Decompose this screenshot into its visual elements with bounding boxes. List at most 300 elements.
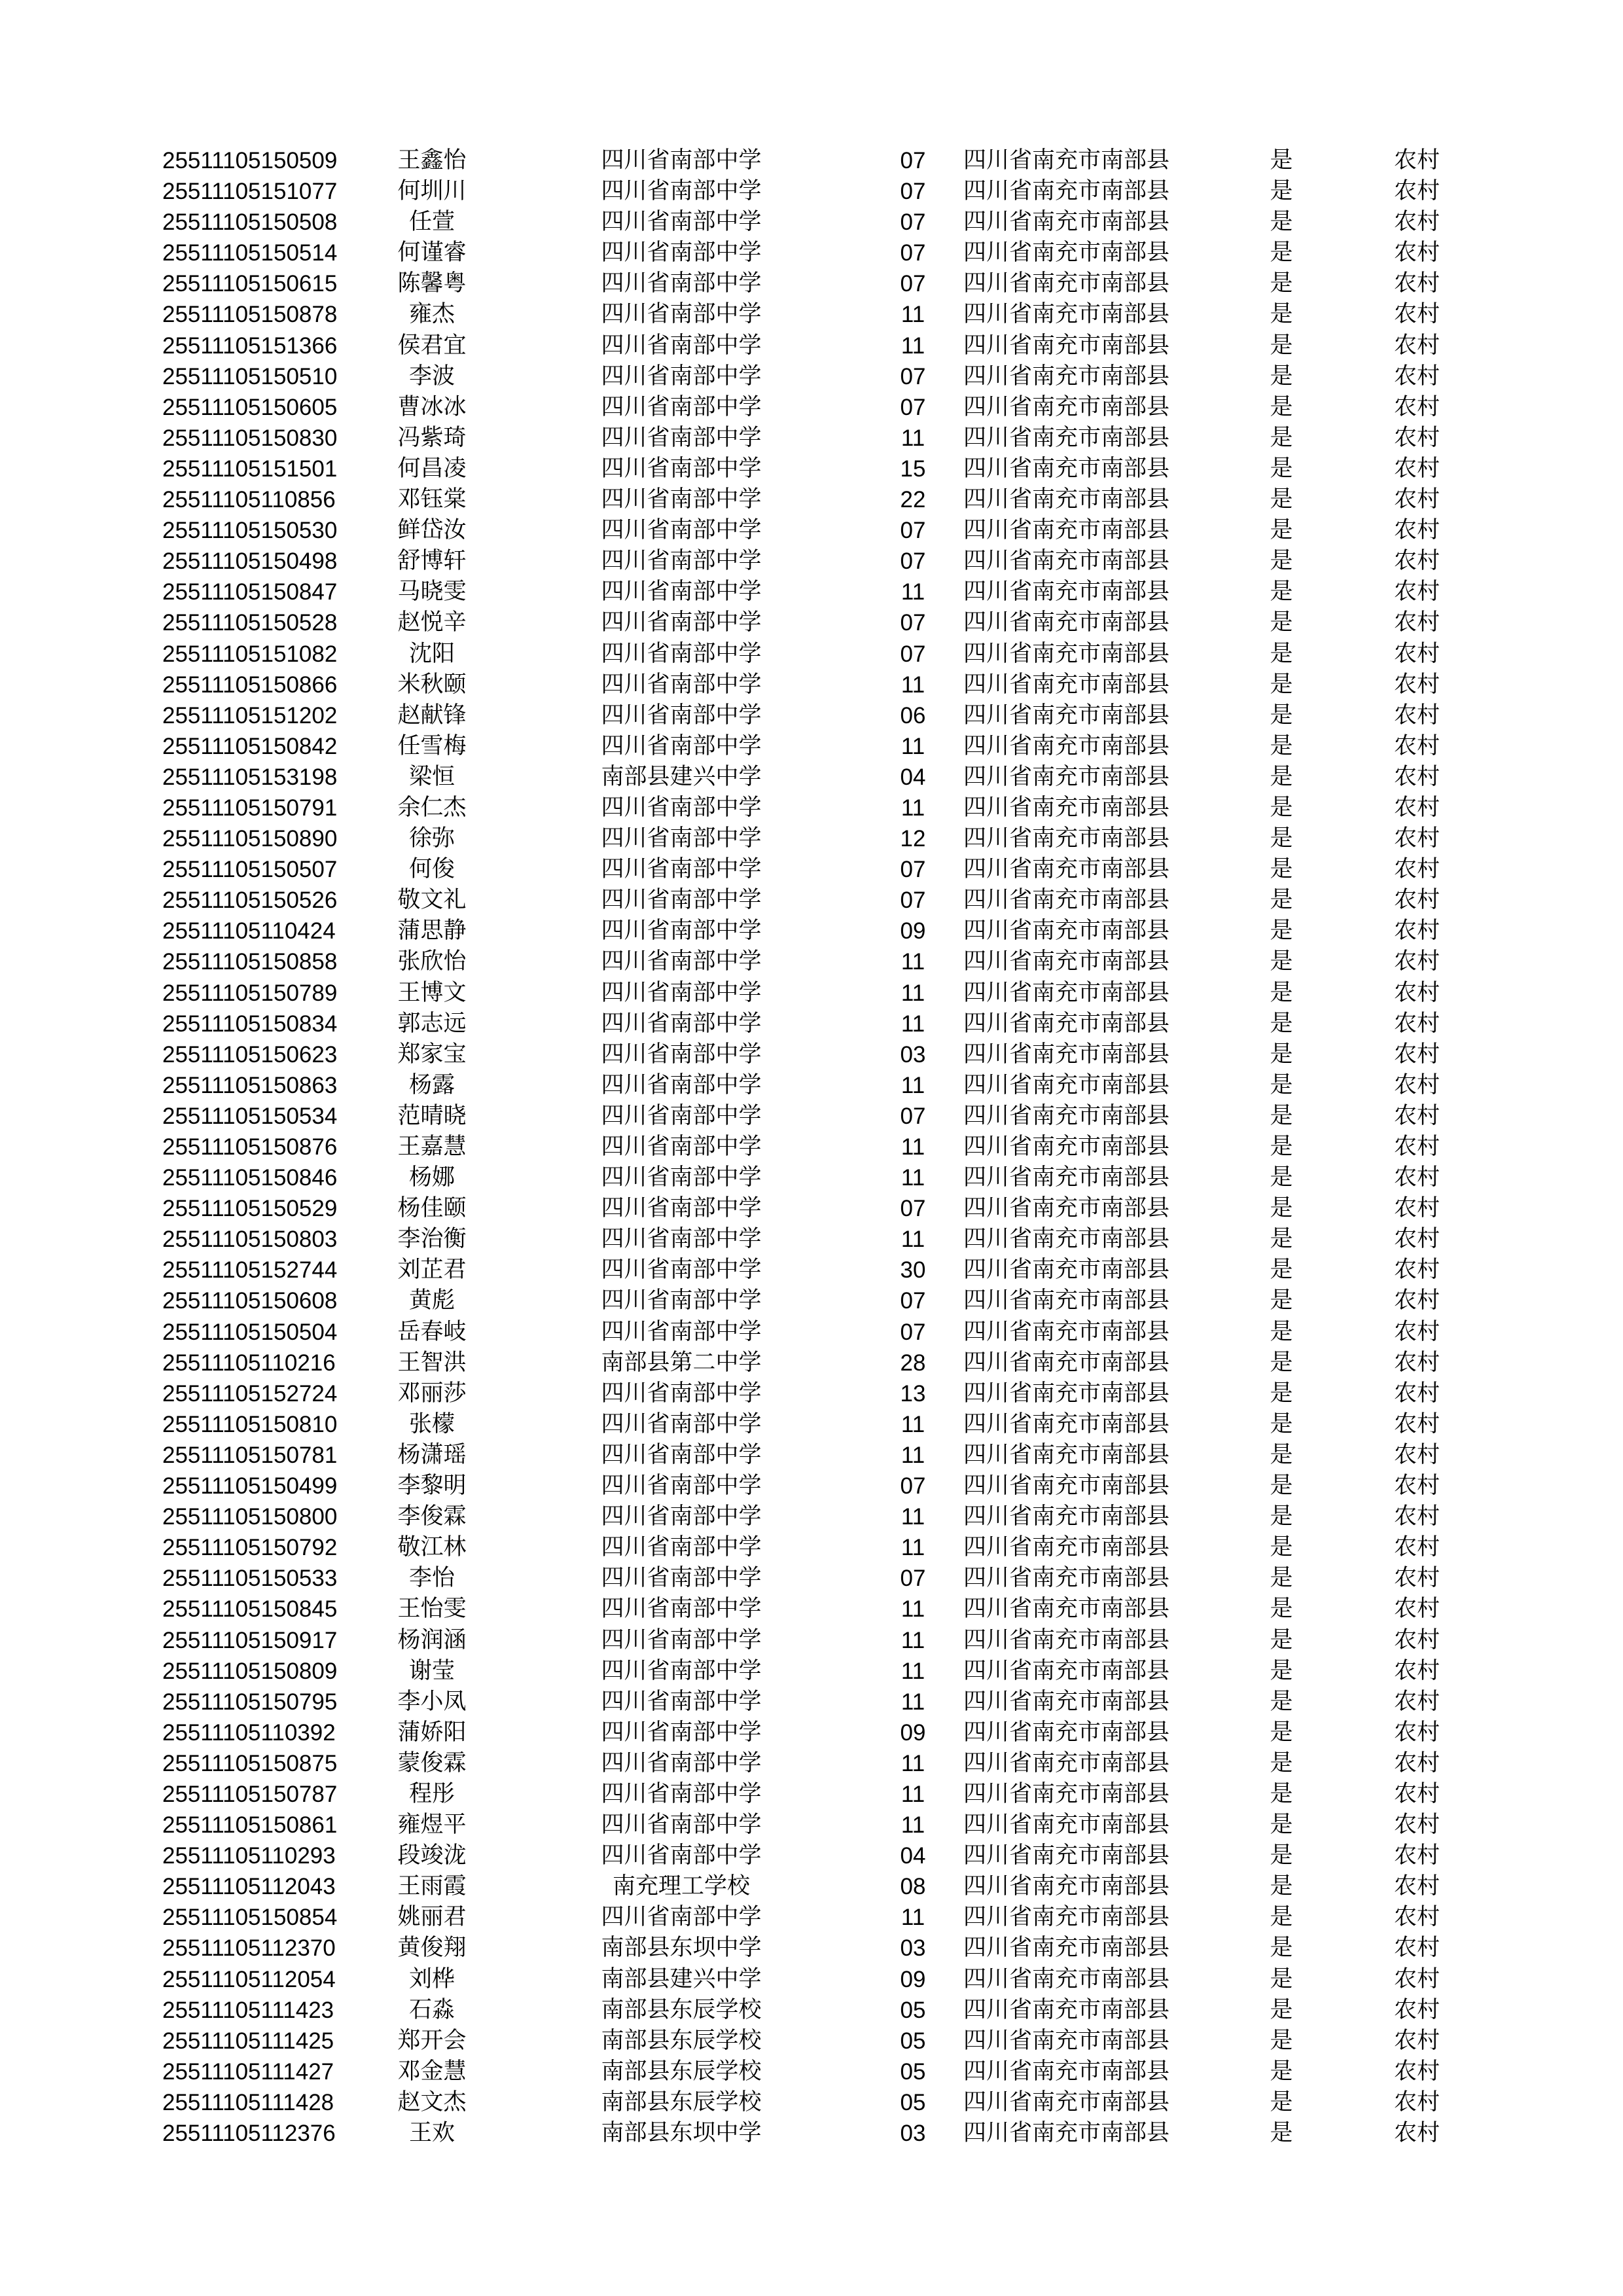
eligibility-cell: 是 — [1270, 579, 1293, 605]
table-row — [0, 546, 1623, 577]
table-row — [0, 1255, 1623, 1285]
eligibility-cell: 是 — [1270, 825, 1293, 852]
class-code-cell: 11 — [901, 1812, 925, 1839]
exam-number-cell: 25511105150623 — [162, 1041, 338, 1067]
exam-number-cell: 25511105150803 — [162, 1227, 338, 1253]
school-cell: 四川省南部中学 — [601, 579, 762, 605]
area-type-cell: 农村 — [1393, 1596, 1440, 1623]
student-name-cell: 赵文杰 — [397, 2089, 467, 2115]
class-code-cell: 07 — [900, 1288, 926, 1314]
class-code-cell: 11 — [901, 1689, 925, 1715]
area-type-cell: 农村 — [1393, 609, 1440, 636]
area-type-cell: 农村 — [1393, 702, 1440, 728]
region-cell: 四川省南充市南部县 — [963, 332, 1170, 359]
area-type-cell: 农村 — [1393, 147, 1440, 173]
class-code-cell: 05 — [900, 1997, 926, 2023]
area-type-cell: 农村 — [1393, 517, 1440, 544]
class-code-cell: 11 — [901, 1411, 925, 1437]
class-code-cell: 07 — [900, 394, 926, 420]
table-row — [0, 1563, 1623, 1594]
area-type-cell: 农村 — [1393, 1812, 1440, 1839]
region-cell: 四川省南充市南部县 — [963, 1719, 1170, 1746]
eligibility-cell: 是 — [1270, 1904, 1293, 1931]
student-name-cell: 王怡雯 — [397, 1596, 467, 1623]
table-row — [0, 793, 1623, 823]
student-name-cell: 张欣怡 — [397, 948, 467, 975]
class-code-cell: 05 — [900, 2058, 926, 2085]
eligibility-cell: 是 — [1270, 363, 1293, 389]
table-row — [0, 1717, 1623, 1748]
student-name-cell: 李怡 — [408, 1565, 455, 1592]
eligibility-cell: 是 — [1270, 856, 1293, 883]
table-row — [0, 1532, 1623, 1563]
exam-number-cell: 25511105153198 — [162, 764, 338, 790]
eligibility-cell: 是 — [1270, 2120, 1293, 2146]
school-cell: 四川省南部中学 — [601, 1318, 762, 1345]
area-type-cell: 农村 — [1393, 1410, 1440, 1437]
student-name-cell: 黄彪 — [408, 1287, 455, 1314]
region-cell: 四川省南充市南部县 — [963, 517, 1170, 544]
school-cell: 四川省南部中学 — [601, 147, 762, 173]
school-cell: 四川省南部中学 — [601, 732, 762, 759]
student-name-cell: 刘芷君 — [397, 1257, 467, 1283]
student-name-cell: 任萱 — [408, 209, 455, 236]
school-cell: 四川省南部中学 — [601, 1565, 762, 1592]
exam-number-cell: 25511105151366 — [162, 332, 338, 359]
student-name-cell: 谢莹 — [408, 1657, 455, 1684]
area-type-cell: 农村 — [1393, 1318, 1440, 1345]
table-row — [0, 484, 1623, 515]
table-row — [0, 1748, 1623, 1779]
school-cell: 南部县东辰学校 — [601, 1996, 762, 2023]
school-cell: 四川省南部中学 — [601, 332, 762, 359]
region-cell: 四川省南充市南部县 — [963, 1041, 1170, 1067]
table-row — [0, 1070, 1623, 1101]
region-cell: 四川省南充市南部县 — [963, 1935, 1170, 1962]
eligibility-cell: 是 — [1270, 1441, 1293, 1468]
class-code-cell: 05 — [900, 2089, 926, 2115]
table-row — [0, 607, 1623, 638]
area-type-cell: 农村 — [1393, 2027, 1440, 2054]
eligibility-cell: 是 — [1270, 1164, 1293, 1191]
exam-number-cell: 25511105110392 — [162, 1719, 336, 1746]
eligibility-cell: 是 — [1270, 1041, 1293, 1067]
exam-number-cell: 25511105152744 — [162, 1257, 338, 1283]
class-code-cell: 11 — [901, 1227, 925, 1253]
region-cell: 四川省南充市南部县 — [963, 856, 1170, 883]
eligibility-cell: 是 — [1270, 1349, 1293, 1376]
eligibility-cell: 是 — [1270, 1565, 1293, 1592]
area-type-cell: 农村 — [1393, 1688, 1440, 1715]
exam-number-cell: 25511105150834 — [162, 1011, 338, 1037]
student-name-cell: 刘桦 — [408, 1965, 455, 1992]
school-cell: 四川省南部中学 — [601, 1441, 762, 1468]
student-name-cell: 石淼 — [408, 1996, 455, 2023]
table-row — [0, 2087, 1623, 2118]
area-type-cell: 农村 — [1393, 240, 1440, 266]
region-cell: 四川省南充市南部县 — [963, 702, 1170, 728]
region-cell: 四川省南充市南部县 — [963, 1596, 1170, 1623]
eligibility-cell: 是 — [1270, 147, 1293, 173]
eligibility-cell: 是 — [1270, 301, 1293, 328]
school-cell: 四川省南部中学 — [601, 794, 762, 821]
exam-number-cell: 25511105150528 — [162, 610, 338, 636]
eligibility-cell: 是 — [1270, 1965, 1293, 1992]
eligibility-cell: 是 — [1270, 240, 1293, 266]
school-cell: 四川省南部中学 — [601, 1134, 762, 1160]
eligibility-cell: 是 — [1270, 1287, 1293, 1314]
school-cell: 四川省南部中学 — [601, 1287, 762, 1314]
exam-number-cell: 25511105150890 — [162, 826, 338, 852]
eligibility-cell: 是 — [1270, 918, 1293, 944]
class-code-cell: 07 — [900, 1196, 926, 1222]
school-cell: 四川省南部中学 — [601, 1904, 762, 1931]
region-cell: 四川省南充市南部县 — [963, 486, 1170, 513]
exam-number-cell: 25511105150861 — [162, 1812, 338, 1839]
class-code-cell: 11 — [901, 1011, 925, 1037]
area-type-cell: 农村 — [1393, 209, 1440, 236]
student-name-cell: 李黎明 — [397, 1473, 467, 1499]
region-cell: 四川省南充市南部县 — [963, 1749, 1170, 1776]
region-cell: 四川省南充市南部县 — [963, 209, 1170, 236]
school-cell: 四川省南部中学 — [601, 517, 762, 544]
class-code-cell: 07 — [900, 209, 926, 236]
area-type-cell: 农村 — [1393, 794, 1440, 821]
exam-number-cell: 25511105150781 — [162, 1442, 338, 1468]
area-type-cell: 农村 — [1393, 1102, 1440, 1129]
region-cell: 四川省南充市南部县 — [963, 2058, 1170, 2085]
eligibility-cell: 是 — [1270, 1010, 1293, 1037]
area-type-cell: 农村 — [1393, 887, 1440, 914]
region-cell: 四川省南充市南部县 — [963, 1812, 1170, 1839]
table-row — [0, 176, 1623, 207]
table-row — [0, 1995, 1623, 2026]
student-name-cell: 郭志远 — [397, 1010, 467, 1037]
exam-number-cell: 25511105150787 — [162, 1781, 338, 1807]
exam-number-cell: 25511105150514 — [162, 240, 338, 266]
region-cell: 四川省南充市南部县 — [963, 1996, 1170, 2023]
exam-number-cell: 25511105112043 — [162, 1874, 336, 1900]
area-type-cell: 农村 — [1393, 455, 1440, 482]
class-code-cell: 11 — [901, 302, 925, 328]
class-code-cell: 11 — [901, 1165, 925, 1191]
student-name-cell: 敬文礼 — [397, 887, 467, 914]
school-cell: 四川省南部中学 — [601, 455, 762, 482]
student-name-cell: 侯君宜 — [397, 332, 467, 359]
eligibility-cell: 是 — [1270, 1780, 1293, 1807]
table-row — [0, 299, 1623, 330]
student-name-cell: 黄俊翔 — [397, 1935, 467, 1962]
region-cell: 四川省南充市南部县 — [963, 825, 1170, 852]
exam-number-cell: 25511105150792 — [162, 1535, 338, 1561]
region-cell: 四川省南充市南部县 — [963, 1071, 1170, 1098]
student-name-cell: 舒博轩 — [397, 548, 467, 575]
region-cell: 四川省南充市南部县 — [963, 1257, 1170, 1283]
class-code-cell: 11 — [901, 980, 925, 1006]
exam-number-cell: 25511105150876 — [162, 1134, 338, 1160]
student-name-cell: 姚丽君 — [397, 1904, 467, 1931]
school-cell: 四川省南部中学 — [601, 1596, 762, 1623]
area-type-cell: 农村 — [1393, 1010, 1440, 1037]
school-cell: 四川省南部中学 — [601, 1657, 762, 1684]
student-name-cell: 陈馨粤 — [397, 270, 467, 297]
table-row — [0, 1162, 1623, 1193]
school-cell: 四川省南部中学 — [601, 1503, 762, 1530]
eligibility-cell: 是 — [1270, 178, 1293, 205]
exam-number-cell: 25511105150615 — [162, 271, 338, 297]
exam-number-cell: 25511105150917 — [162, 1627, 338, 1653]
class-code-cell: 04 — [900, 764, 926, 790]
exam-number-cell: 25511105150858 — [162, 949, 338, 975]
school-cell: 四川省南部中学 — [601, 1749, 762, 1776]
student-name-cell: 王雨霞 — [397, 1873, 467, 1900]
table-row — [0, 1871, 1623, 1902]
exam-number-cell: 25511105152724 — [162, 1380, 338, 1407]
class-code-cell: 11 — [901, 1781, 925, 1807]
student-name-cell: 蒲娇阳 — [397, 1719, 467, 1746]
school-cell: 四川省南部中学 — [601, 548, 762, 575]
area-type-cell: 农村 — [1393, 424, 1440, 451]
school-cell: 南充理工学校 — [612, 1873, 750, 1900]
region-cell: 四川省南充市南部县 — [963, 579, 1170, 605]
student-name-cell: 徐弥 — [408, 825, 455, 852]
region-cell: 四川省南充市南部县 — [963, 1503, 1170, 1530]
area-type-cell: 农村 — [1393, 363, 1440, 389]
student-name-cell: 李波 — [408, 363, 455, 389]
class-code-cell: 08 — [900, 1874, 926, 1900]
region-cell: 四川省南充市南部县 — [963, 1318, 1170, 1345]
area-type-cell: 农村 — [1393, 1965, 1440, 1992]
school-cell: 四川省南部中学 — [601, 671, 762, 698]
area-type-cell: 农村 — [1393, 1904, 1440, 1931]
school-cell: 四川省南部中学 — [601, 1380, 762, 1407]
region-cell: 四川省南充市南部县 — [963, 887, 1170, 914]
region-cell: 四川省南充市南部县 — [963, 1349, 1170, 1376]
eligibility-cell: 是 — [1270, 1102, 1293, 1129]
area-type-cell: 农村 — [1393, 2058, 1440, 2085]
region-cell: 四川省南充市南部县 — [963, 424, 1170, 451]
table-row — [0, 2118, 1623, 2149]
region-cell: 四川省南充市南部县 — [963, 732, 1170, 759]
exam-number-cell: 25511105150830 — [162, 425, 338, 451]
table-row — [0, 1471, 1623, 1501]
student-name-cell: 梁恒 — [408, 763, 455, 790]
eligibility-cell: 是 — [1270, 671, 1293, 698]
class-code-cell: 28 — [900, 1350, 926, 1376]
area-type-cell: 农村 — [1393, 1503, 1440, 1530]
class-code-cell: 11 — [901, 1658, 925, 1684]
region-cell: 四川省南充市南部县 — [963, 1842, 1170, 1869]
student-name-cell: 王鑫怡 — [397, 147, 467, 173]
class-code-cell: 05 — [900, 2028, 926, 2054]
area-type-cell: 农村 — [1393, 2089, 1440, 2115]
table-row — [0, 454, 1623, 484]
region-cell: 四川省南充市南部县 — [963, 363, 1170, 389]
area-type-cell: 农村 — [1393, 1380, 1440, 1407]
school-cell: 四川省南部中学 — [601, 918, 762, 944]
region-cell: 四川省南充市南部县 — [963, 1473, 1170, 1499]
class-code-cell: 13 — [900, 1380, 926, 1407]
student-name-cell: 王嘉慧 — [397, 1134, 467, 1160]
student-name-cell: 王博文 — [397, 979, 467, 1006]
region-cell: 四川省南充市南部县 — [963, 2027, 1170, 2054]
exam-number-cell: 25511105112054 — [162, 1966, 336, 1992]
class-code-cell: 07 — [900, 148, 926, 173]
class-code-cell: 11 — [901, 1504, 925, 1530]
exam-number-cell: 25511105150499 — [162, 1473, 338, 1499]
student-name-cell: 李小凤 — [397, 1688, 467, 1715]
eligibility-cell: 是 — [1270, 1134, 1293, 1160]
exam-number-cell: 25511105111423 — [162, 1997, 334, 2023]
student-name-cell: 何圳川 — [397, 178, 467, 205]
area-type-cell: 农村 — [1393, 1842, 1440, 1869]
exam-number-cell: 25511105110216 — [162, 1350, 336, 1376]
student-name-cell: 曹冰冰 — [397, 393, 467, 420]
school-cell: 南部县东辰学校 — [601, 2089, 762, 2115]
student-name-cell: 米秋颐 — [397, 671, 467, 698]
table-row — [0, 423, 1623, 454]
area-type-cell: 农村 — [1393, 1873, 1440, 1900]
table-row — [0, 1409, 1623, 1440]
eligibility-cell: 是 — [1270, 1534, 1293, 1561]
student-name-cell: 杨润涵 — [397, 1626, 467, 1653]
student-name-cell: 雍杰 — [408, 301, 455, 328]
school-cell: 四川省南部中学 — [601, 1164, 762, 1191]
exam-number-cell: 25511105112370 — [162, 1935, 336, 1962]
exam-number-cell: 25511105150605 — [162, 394, 338, 420]
area-type-cell: 农村 — [1393, 1287, 1440, 1314]
table-row — [0, 1440, 1623, 1471]
eligibility-cell: 是 — [1270, 1873, 1293, 1900]
eligibility-cell: 是 — [1270, 332, 1293, 359]
exam-number-cell: 25511105151202 — [162, 702, 338, 728]
school-cell: 四川省南部中学 — [601, 1041, 762, 1067]
table-row — [0, 885, 1623, 916]
region-cell: 四川省南充市南部县 — [963, 1441, 1170, 1468]
school-cell: 四川省南部中学 — [601, 1473, 762, 1499]
region-cell: 四川省南充市南部县 — [963, 1134, 1170, 1160]
student-name-cell: 何昌凌 — [397, 455, 467, 482]
exam-number-cell: 25511105150789 — [162, 980, 338, 1006]
class-code-cell: 30 — [900, 1257, 926, 1283]
class-code-cell: 07 — [900, 1473, 926, 1499]
region-cell: 四川省南充市南部县 — [963, 548, 1170, 575]
area-type-cell: 农村 — [1393, 1226, 1440, 1253]
class-code-cell: 07 — [900, 179, 926, 205]
exam-number-cell: 25511105150795 — [162, 1689, 338, 1715]
eligibility-cell: 是 — [1270, 763, 1293, 790]
eligibility-cell: 是 — [1270, 1380, 1293, 1407]
student-name-cell: 张檬 — [408, 1410, 455, 1437]
exam-number-cell: 25511105150529 — [162, 1196, 338, 1222]
exam-number-cell: 25511105150863 — [162, 1072, 338, 1098]
class-code-cell: 11 — [901, 672, 925, 698]
region-cell: 四川省南充市南部县 — [963, 270, 1170, 297]
area-type-cell: 农村 — [1393, 640, 1440, 667]
school-cell: 四川省南部中学 — [601, 1719, 762, 1746]
class-code-cell: 15 — [900, 456, 926, 482]
exam-number-cell: 25511105111428 — [162, 2089, 334, 2115]
table-row — [0, 1285, 1623, 1316]
student-table — [0, 145, 1623, 2149]
table-row — [0, 1656, 1623, 1687]
class-code-cell: 07 — [900, 1566, 926, 1592]
region-cell: 四川省南充市南部县 — [963, 918, 1170, 944]
region-cell: 四川省南充市南部县 — [963, 393, 1170, 420]
table-row — [0, 1810, 1623, 1840]
class-code-cell: 11 — [901, 1134, 925, 1160]
area-type-cell: 农村 — [1393, 548, 1440, 575]
table-row — [0, 238, 1623, 268]
area-type-cell: 农村 — [1393, 1041, 1440, 1067]
table-row — [0, 361, 1623, 392]
eligibility-cell: 是 — [1270, 794, 1293, 821]
exam-number-cell: 25511105150498 — [162, 548, 338, 575]
school-cell: 四川省南部中学 — [601, 1195, 762, 1222]
exam-number-cell: 25511105110293 — [162, 1843, 336, 1869]
area-type-cell: 农村 — [1393, 1195, 1440, 1222]
eligibility-cell: 是 — [1270, 609, 1293, 636]
table-row — [0, 978, 1623, 1009]
class-code-cell: 11 — [901, 733, 925, 759]
region-cell: 四川省南充市南部县 — [963, 178, 1170, 205]
exam-number-cell: 25511105150866 — [162, 672, 338, 698]
table-row — [0, 1348, 1623, 1378]
area-type-cell: 农村 — [1393, 579, 1440, 605]
region-cell: 四川省南充市南部县 — [963, 609, 1170, 636]
area-type-cell: 农村 — [1393, 301, 1440, 328]
table-row — [0, 2026, 1623, 2056]
exam-number-cell: 25511105150791 — [162, 795, 338, 821]
exam-number-cell: 25511105112376 — [162, 2121, 336, 2146]
class-code-cell: 11 — [901, 579, 925, 605]
class-code-cell: 07 — [900, 888, 926, 914]
eligibility-cell: 是 — [1270, 1996, 1293, 2023]
eligibility-cell: 是 — [1270, 517, 1293, 544]
class-code-cell: 11 — [901, 1627, 925, 1653]
student-name-cell: 杨露 — [408, 1071, 455, 1098]
table-row — [0, 1378, 1623, 1409]
class-code-cell: 11 — [901, 795, 925, 821]
school-cell: 四川省南部中学 — [601, 424, 762, 451]
school-cell: 四川省南部中学 — [601, 178, 762, 205]
exam-number-cell: 25511105151077 — [162, 179, 338, 205]
class-code-cell: 11 — [901, 1905, 925, 1931]
school-cell: 南部县建兴中学 — [601, 763, 762, 790]
school-cell: 四川省南部中学 — [601, 887, 762, 914]
class-code-cell: 11 — [901, 332, 925, 359]
student-name-cell: 蒙俊霖 — [397, 1749, 467, 1776]
exam-number-cell: 25511105151082 — [162, 641, 338, 667]
class-code-cell: 09 — [900, 1719, 926, 1746]
school-cell: 四川省南部中学 — [601, 301, 762, 328]
exam-number-cell: 25511105110856 — [162, 487, 336, 513]
table-row — [0, 639, 1623, 670]
table-row — [0, 762, 1623, 793]
region-cell: 四川省南充市南部县 — [963, 794, 1170, 821]
area-type-cell: 农村 — [1393, 732, 1440, 759]
table-row — [0, 854, 1623, 885]
school-cell: 四川省南部中学 — [601, 363, 762, 389]
region-cell: 四川省南充市南部县 — [963, 640, 1170, 667]
region-cell: 四川省南充市南部县 — [963, 2089, 1170, 2115]
student-name-cell: 杨娜 — [408, 1164, 455, 1191]
eligibility-cell: 是 — [1270, 702, 1293, 728]
area-type-cell: 农村 — [1393, 332, 1440, 359]
region-cell: 四川省南充市南部县 — [963, 1102, 1170, 1129]
school-cell: 四川省南部中学 — [601, 856, 762, 883]
area-type-cell: 农村 — [1393, 1719, 1440, 1746]
